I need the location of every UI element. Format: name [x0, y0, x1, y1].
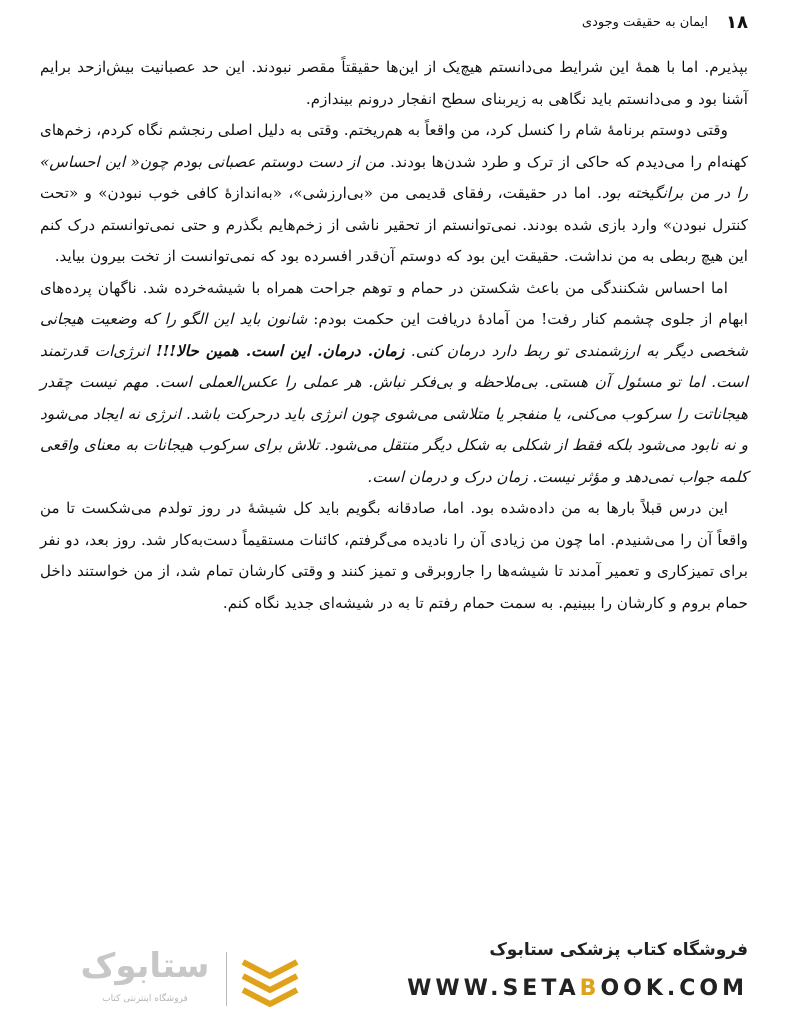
running-title: ایمان به حقیقت وجودی — [581, 14, 709, 30]
watermark-logo-word: ستابوک — [80, 946, 210, 986]
paragraph-2-text-b: اما در حقیقت، رفقای قدیمی من «بی‌ارزشی»، «به‌اندازهٔ کافی خوب نبودن» و «تحت کنترل نبودن» وارد بازی شده بودند. نمی‌توانستم از تحقیر ناشی از زخم‌هایم بگذرم و حتی نمی‌توانستم درک کنم این هیچ ربطی به من نداشت. حقیقت این بود که دوستم آن‌قدر افسرده بود که نمی‌توانست از تخت بیرون بیاید. — [40, 184, 748, 265]
watermark-store — [489, 940, 748, 960]
book-logo-icon — [235, 948, 305, 1008]
watermark-url-part4: OOK — [600, 976, 667, 1001]
paragraph-3-italic-a: شانون باید این الگو را که وضعیت هیجانی شخصی دیگر به ارزشمندی تو ربط دارد درمان کنی. — [40, 310, 749, 360]
watermark-url-accent: B — [579, 976, 601, 1001]
paragraph-3 — [40, 273, 748, 494]
paragraph-4-text: این درس قبلاً بارها به من داده‌شده بود. اما، صادقانه بگویم باید کل شیشهٔ در روز تولدم می‌شکست تا من واقعاً آن را می‌شنیدم. اما چون من زیادی آن را نادیده می‌گرفتم، کائنات مستقیماً دست‌به‌کار شد. روز بعد، دو نفر برای تمیزکاری و تعمیر آمدند تا شیشه‌ها را جاروبرقی و تمیز کنند و وقتی کارشان تمام شد، از من خواستند داخل حمام بروم و کارشان را ببینیم. به سمت حمام رفتم تا به در شیشه‌ای جدید نگاه کنم. — [40, 499, 748, 612]
watermark-url-part1: WWW. — [407, 976, 503, 1001]
paragraph-2-italic: من از دست دوستم عصبانی بودم چون« این احساس» را در من برانگیخته بود. — [40, 152, 748, 202]
page-header — [40, 8, 748, 36]
paragraph-3-text-a: اما احساس شکنندگی من باعث شکستن در حمام و توهم جراحت همراه با شیشه‌خرده شد. ناگهان پرده‌های ابهام از جلوی چشمم کنار رفت! من آمادهٔ دریافت این حکمت بودم: — [40, 278, 748, 328]
page-body — [40, 52, 748, 619]
paragraph-3-emphasis: زمان. درمان. این است. همین حالا!!! — [156, 341, 405, 360]
paragraph-3-italic-b: انرژی‌ات قدرتمند است. اما تو مسئول آن هستی. بی‌ملاحظه و بی‌فکر نباش. هر عملی را عکس‌العملی است. مهم نیست چقدر هیجاناتت را سرکوب می‌کنی، یا منفجر یا متلاشی می‌شوی چون انرژی باید درحرکت باشد. انرژی نه ایجاد می‌شود و نه نابود می‌شود بلکه فقط از شکلی به شکل دیگر منتقل می‌شود. تلاش برای سرکوب هیجانات به معنای واقعی کلمه جواب نمی‌دهد و مؤثر نیست. زمان درک و درمان است. — [40, 341, 748, 486]
paragraph-2 — [40, 115, 748, 273]
watermark-url-part2: SETA — [502, 976, 580, 1001]
paragraph-4 — [40, 493, 748, 619]
watermark-url-part5: .COM — [666, 976, 748, 1001]
paragraph-2-text-a: وقتی دوستم برنامهٔ شام را کنسل کرد، من واقعاً به هم‌ریختم. وقتی به دلیل اصلی رنجشم نگاه کردم، زخم‌های کهنه‌ام را می‌دیدم که حاکی از ترک و طرد شدن‌ها بودند. — [40, 121, 748, 171]
watermark-store-name: فروشگاه کتاب پزشکی ستابوک — [489, 940, 748, 960]
paragraph-1 — [40, 52, 748, 115]
page-number: ۱۸ — [726, 11, 748, 33]
watermark-divider — [226, 952, 227, 1006]
watermark-url — [407, 976, 748, 1001]
watermark-logo-tagline: فروشگاه اینترنتی کتاب — [102, 994, 188, 1004]
paragraph-1-text: بپذیرم. اما با همهٔ این شرایط می‌دانستم هیچ‌یک از این‌ها حقیقتاً مقصر نبودند. این حد عصبانیت بیش‌ازحد برایم آشنا بود و می‌دانستم باید نگاهی به زیربنای سطح انفجار درونم بیندازم. — [40, 58, 748, 108]
